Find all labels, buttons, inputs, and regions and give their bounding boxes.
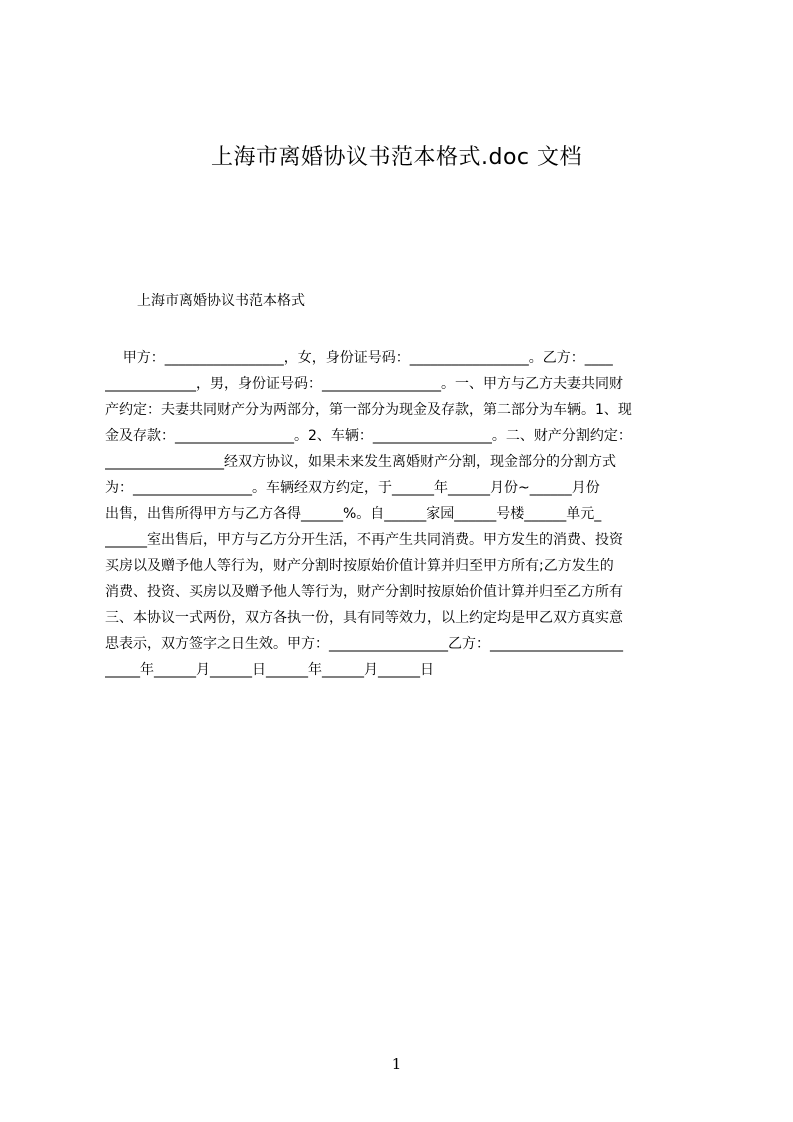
body-line: 买房以及赠予他人等行为，财产分割时按原始价值计算并归至甲方所有;乙方发生的 [105, 558, 614, 574]
body-line: 思表示，双方签字之日生效。甲方：_________________乙方：___________________ [105, 636, 623, 652]
body-line: _________________经双方协议，如果未来发生离婚财产分割，现金部分的分割方式 [105, 454, 616, 470]
body-line: ______室出售后，甲方与乙方分开生活，不再产生共同消费。甲方发生的消费、投资 [105, 532, 623, 548]
body-line: _____________，男，身份证号码：_________________。一、甲方与乙方夫妻共同财 [105, 376, 623, 392]
body-line: 金及存款：_________________。2、车辆：_________________。二、财产分割约定： [105, 428, 632, 444]
page-number: 1 [391, 1055, 402, 1073]
body-line: _____年______月______日______年______月______日 [105, 662, 434, 678]
body-line: 消费、投资、买房以及赠予他人等行为，财产分割时按原始价值计算并归至乙方所有 [105, 584, 623, 600]
body-line: 三、本协议一式两份，双方各执一份，具有同等效力，以上约定均是甲乙双方真实意 [105, 610, 623, 626]
body-line: 出售，出售所得甲方与乙方各得______%。自______家园______号楼______单元_ [105, 506, 602, 522]
agreement-subtitle: 上海市离婚协议书范本格式 [137, 293, 305, 309]
body-line: 为：_________________。车辆经双方约定，于______年______月份~______月份 [105, 480, 600, 496]
body-line: 甲方：_________________，女，身份证号码：_________________。乙方：____ [105, 350, 613, 366]
document-title: 上海市离婚协议书范本格式.doc 文档 [210, 145, 582, 170]
body-line: 产约定：夫妻共同财产分为两部分，第一部分为现金及存款，第二部分为车辆。1、现 [105, 402, 632, 418]
agreement-body [105, 345, 697, 683]
